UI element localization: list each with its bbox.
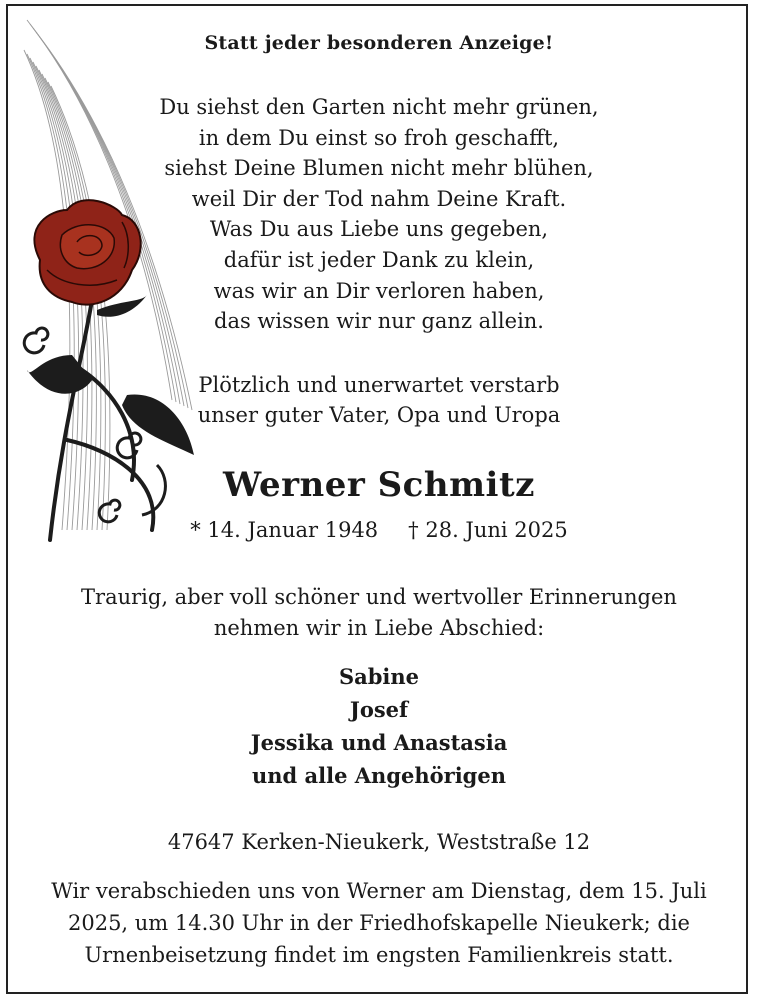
mourner-name: Jessika und Anastasia: [250, 730, 508, 755]
poem-line: siehst Deine Blumen nicht mehr blühen,: [164, 156, 594, 181]
poem-line: Du siehst den Garten nicht mehr grünen,: [159, 95, 599, 119]
funeral-details-line: 2025, um 14.30 Uhr in der Friedhofskapelle Nieukerk; die: [67, 911, 690, 935]
poem-line: das wissen wir nur ganz allein.: [214, 309, 544, 334]
mourners-list: [0, 660, 758, 792]
farewell-line: Traurig, aber voll schöner und wertvoller Erinnerungen: [81, 585, 677, 609]
poem-line: Was Du aus Liebe uns gegeben,: [209, 217, 549, 242]
funeral-details-line: Urnenbeisetzung findet im engsten Familienkreis statt.: [84, 943, 674, 967]
funeral-details-line: Wir verabschieden uns von Werner am Dienstag, dem 15. Juli: [51, 879, 707, 903]
death-date: † 28. Juni 2025: [408, 518, 568, 542]
poem-line: was wir an Dir verloren haben,: [213, 278, 545, 303]
mourner-name: Josef: [349, 697, 409, 722]
poem-line: in dem Du einst so froh geschafft,: [198, 125, 560, 150]
mourner-name: Sabine: [338, 664, 420, 689]
announcement-line: Plötzlich und unerwartet verstarb: [198, 373, 560, 397]
farewell-text: [0, 582, 758, 644]
farewell-line: nehmen wir in Liebe Abschied:: [213, 616, 545, 640]
birth-date: * 14. Januar 1948: [190, 518, 379, 542]
family-address: 47647 Kerken-Nieukerk, Weststraße 12: [167, 830, 591, 854]
mourner-name: und alle Angehörigen: [252, 763, 506, 788]
life-dates: [0, 518, 758, 542]
poem-line: weil Dir der Tod nahm Deine Kraft.: [191, 186, 567, 211]
poem-line: dafür ist jeder Dank zu klein,: [223, 247, 535, 272]
funeral-details: [0, 875, 758, 971]
deceased-name: Werner Schmitz: [223, 465, 535, 505]
poem: [0, 92, 758, 337]
death-announcement: [0, 370, 758, 430]
announcement-line: unser guter Vater, Opa und Uropa: [197, 403, 561, 427]
notice-heading: Statt jeder besonderen Anzeige!: [204, 32, 554, 54]
